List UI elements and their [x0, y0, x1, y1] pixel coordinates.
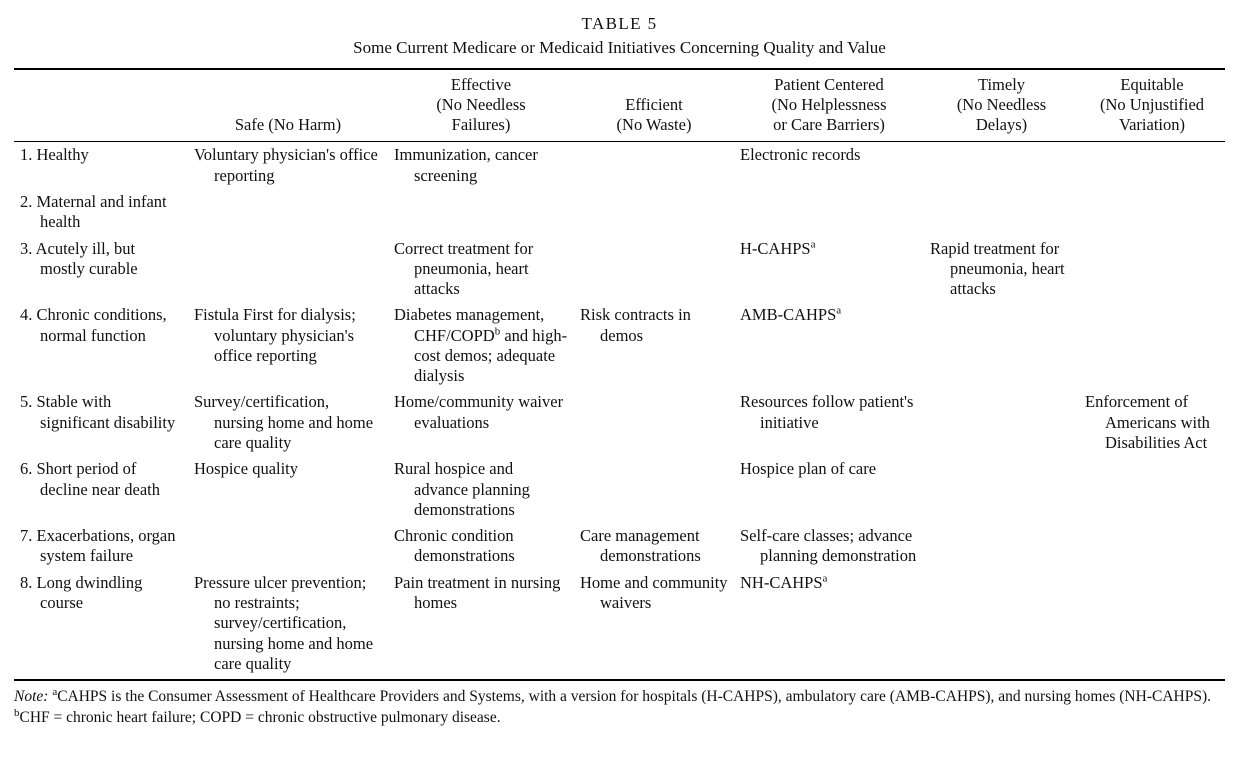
column-header-effective-line-3: Failures) [451, 115, 511, 135]
cell-7-timely [924, 523, 1079, 570]
row-label-8: 8. Long dwindling course [20, 572, 143, 612]
row-label-2: 2. Maternal and infant health [20, 191, 167, 232]
cell-1-equitable [1079, 142, 1225, 189]
column-header-timely [924, 69, 1079, 142]
cell-4-timely [924, 302, 1079, 389]
cell-3-equitable [1079, 236, 1225, 303]
row-label-4: 4. Chronic conditions, normal function [20, 305, 167, 345]
footnote-marker-b: b [14, 707, 20, 720]
column-header-equitable-line-3: Variation) [1119, 115, 1185, 135]
footnote-marker-b: b [494, 325, 501, 338]
cell-2-effective [388, 189, 574, 236]
cell-7-efficient: Care management demonstrations [580, 526, 701, 566]
cell-4-effective-text-pre: Diabetes management, CHF/COPD [394, 305, 545, 345]
column-header-equitable-line-2: (No Unjustified [1099, 95, 1205, 115]
table-row [14, 570, 1225, 677]
footnote-marker-a: a [836, 304, 842, 317]
cell-7-patient-centered: Self-care classes; advance planning demonstration [740, 526, 917, 566]
cell-7-effective: Chronic condition demonstrations [394, 526, 515, 566]
cell-2-safe [188, 189, 388, 236]
column-header-effective [388, 69, 574, 142]
note-b [14, 708, 1225, 728]
cell-8-effective: Pain treatment in nursing homes [394, 572, 561, 612]
cell-6-patient-centered: Hospice plan of care [740, 459, 877, 479]
cell-3-patient-centered [734, 236, 924, 303]
column-header-efficient-line-2: (No Waste) [616, 115, 692, 135]
cell-6-safe: Hospice quality [194, 459, 299, 479]
cell-7-equitable [1079, 523, 1225, 570]
cell-5-patient-centered: Resources follow patient's initiative [740, 392, 914, 432]
cell-8-safe: Pressure ulcer prevention; no restraints; survey/certification, nursing home and home care quality [194, 572, 374, 673]
cell-5-equitable: Enforcement of Americans with Disabilities Act [1085, 392, 1210, 453]
cell-1-patient-centered: Electronic records [740, 145, 861, 165]
column-header-effective-line-2: (No Needless [436, 95, 526, 115]
cell-8-patient-centered [734, 570, 924, 677]
cell-6-efficient [574, 456, 734, 523]
cell-3-efficient [574, 236, 734, 303]
cell-2-timely [924, 189, 1079, 236]
cell-2-equitable [1079, 189, 1225, 236]
column-header-timely-line-3: Delays) [975, 115, 1028, 135]
table-body [14, 142, 1225, 680]
row-label-6: 6. Short period of decline near death [20, 459, 161, 499]
row-label-1: 1. Healthy [20, 145, 89, 165]
note-b-text: CHF = chronic heart failure; COPD = chronic obstructive pulmonary disease. [19, 709, 501, 727]
footnote-marker-a: a [822, 572, 828, 585]
cell-5-effective: Home/community waiver evaluations [394, 392, 564, 432]
cell-2-patient-centered [734, 189, 924, 236]
cell-8-efficient: Home and community waivers [580, 572, 728, 612]
table-row [14, 456, 1225, 523]
cell-4-efficient: Risk contracts in demos [580, 305, 691, 345]
cell-8-patient-centered-text: NH-CAHPS [740, 572, 823, 592]
column-header-timely-line-1: Timely [977, 75, 1026, 94]
cell-4-patient-centered [734, 302, 924, 389]
column-header-timely-line-2: (No Needless [956, 95, 1047, 115]
cell-5-timely [924, 389, 1079, 456]
cell-1-timely [924, 142, 1079, 189]
table-row [14, 389, 1225, 456]
table-row [14, 523, 1225, 570]
column-header-effective-line-1: Effective [450, 75, 512, 94]
cell-6-timely [924, 456, 1079, 523]
cell-6-effective: Rural hospice and advance planning demonstrations [394, 459, 530, 519]
column-header-patient-centered-line-3: or Care Barriers) [773, 115, 885, 135]
table-row [14, 236, 1225, 303]
cell-4-equitable [1079, 302, 1225, 389]
cell-4-effective-text-post: and high-cost demos; adequate dialysis [414, 325, 568, 386]
cell-2-efficient [574, 189, 734, 236]
cell-4-patient-centered-text: AMB-CAHPS [740, 305, 837, 325]
column-header-patient-centered-line-2: (No Helplessness [771, 95, 887, 115]
footnote-marker-a: a [810, 238, 816, 250]
column-header-efficient [574, 69, 734, 142]
cell-1-safe: Voluntary physician's office reporting [194, 145, 378, 185]
cell-7-safe [188, 523, 388, 570]
page-title: Some Current Medicare or Medicaid Initiatives Concerning Quality and Value [353, 38, 886, 57]
note-a-text: CAHPS is the Consumer Assessment of Healthcare Providers and Systems, with a version for hospitals (H-CAHPS), ambulatory care (AMB-CAHPS), and nursing homes (NH-CAHPS). [57, 688, 1211, 706]
cell-1-effective: Immunization, cancer screening [394, 145, 538, 185]
column-header-equitable [1079, 69, 1225, 142]
table-row [14, 302, 1225, 389]
row-label-7: 7. Exacerbations, organ system failure [20, 526, 176, 566]
cell-3-timely: Rapid treatment for pneumonia, heart attacks [930, 238, 1065, 299]
cell-4-safe: Fistula First for dialysis; voluntary physician's office reporting [194, 305, 356, 365]
column-header-efficient-line-1: Efficient [625, 95, 683, 115]
table-header [14, 69, 1225, 142]
cell-8-equitable [1079, 570, 1225, 677]
column-header-safe [188, 69, 388, 142]
table-notes [14, 687, 1225, 728]
cell-3-effective: Correct treatment for pneumonia, heart attacks [394, 238, 534, 299]
cell-5-efficient [574, 389, 734, 456]
data-table [14, 68, 1225, 681]
cell-6-equitable [1079, 456, 1225, 523]
footnote-marker-a: a [52, 685, 58, 698]
row-label-5: 5. Stable with significant disability [20, 392, 176, 432]
column-header-rowlabel [14, 69, 188, 142]
note-a [14, 687, 1225, 707]
table-row [14, 189, 1225, 236]
cell-4-effective [388, 302, 574, 389]
cell-5-safe: Survey/certification, nursing home and home care quality [194, 392, 374, 453]
cell-3-safe [188, 236, 388, 303]
note-label: Note: [14, 688, 49, 706]
cell-3-patient-centered-text: H-CAHPS [740, 238, 811, 258]
table-number: TABLE 5 [581, 14, 658, 33]
column-header-safe-line-1: Safe (No Harm) [234, 115, 342, 135]
table-bottom-rule [14, 677, 1225, 680]
column-header-equitable-line-1: Equitable [1120, 75, 1184, 94]
column-header-patient-centered [734, 69, 924, 142]
table-row [14, 142, 1225, 189]
row-label-3: 3. Acutely ill, but mostly curable [20, 238, 138, 278]
cell-8-timely [924, 570, 1079, 677]
cell-1-efficient [574, 142, 734, 189]
column-header-patient-centered-line-1: Patient Centered [774, 75, 884, 94]
